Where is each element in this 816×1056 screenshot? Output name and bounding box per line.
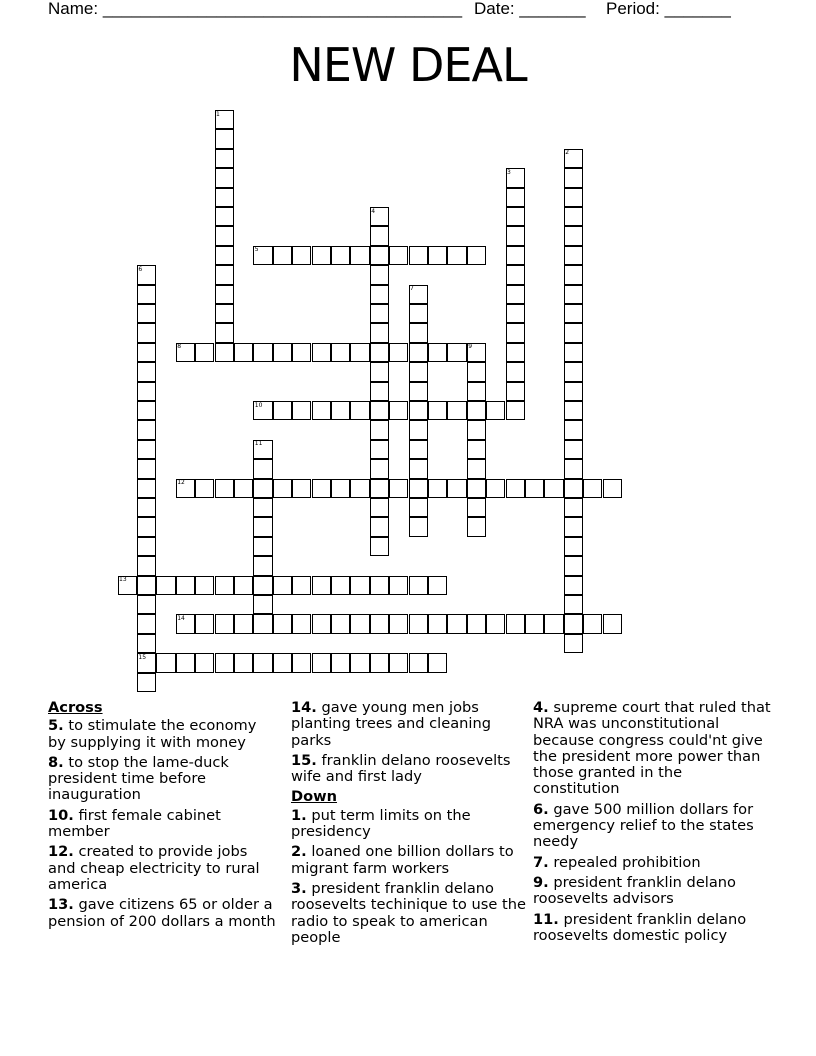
clue-number: 14 <box>177 614 185 622</box>
grid-cell[interactable] <box>525 479 544 498</box>
grid-cell[interactable] <box>447 246 466 265</box>
grid-cell[interactable] <box>137 401 156 420</box>
grid-cell[interactable] <box>156 653 175 672</box>
grid-cell[interactable] <box>409 323 428 342</box>
grid-cell[interactable] <box>467 246 486 265</box>
grid-cell[interactable] <box>370 498 389 517</box>
grid-cell[interactable] <box>370 362 389 381</box>
grid-cell[interactable] <box>506 614 525 633</box>
grid-cell[interactable] <box>409 362 428 381</box>
grid-cell[interactable] <box>253 459 272 478</box>
grid-cell[interactable] <box>137 285 156 304</box>
clue-text: to stimulate the economy by supplying it with money <box>48 717 257 751</box>
grid-cell[interactable] <box>273 614 292 633</box>
grid-cell[interactable] <box>137 440 156 459</box>
name-blank[interactable]: ______________________________________ <box>102 0 463 18</box>
grid-cell[interactable] <box>137 576 156 595</box>
grid-cell[interactable] <box>137 343 156 362</box>
grid-cell[interactable] <box>525 614 544 633</box>
grid-cell[interactable] <box>564 323 583 342</box>
clue-text: franklin delano roosevelts wife and first lady <box>291 751 511 786</box>
grid-cell[interactable] <box>331 614 350 633</box>
grid-cell[interactable] <box>350 246 369 265</box>
grid-cell[interactable] <box>370 401 389 420</box>
grid-cell[interactable] <box>292 246 311 265</box>
grid-cell[interactable] <box>137 614 156 633</box>
name-label: Name: <box>48 0 99 18</box>
grid-cell[interactable] <box>292 614 311 633</box>
grid-cell[interactable] <box>195 653 214 672</box>
clue-num: 15. <box>291 751 317 769</box>
grid-cell[interactable] <box>312 401 331 420</box>
grid-cell[interactable] <box>253 556 272 575</box>
grid-cell[interactable] <box>137 479 156 498</box>
grid-cell[interactable] <box>137 382 156 401</box>
grid-cell[interactable] <box>370 246 389 265</box>
clue-item <box>291 881 526 946</box>
grid-cell[interactable] <box>253 576 272 595</box>
grid-cell[interactable] <box>564 537 583 556</box>
grid-cell[interactable] <box>467 517 486 536</box>
grid-cell[interactable] <box>564 207 583 226</box>
grid-cell[interactable] <box>544 479 563 498</box>
clue-text: created to provide jobs and cheap electricity to rural america <box>48 843 260 893</box>
grid-cell[interactable] <box>137 323 156 342</box>
clue-num: 8. <box>48 753 64 771</box>
clue-num: 7. <box>533 853 549 871</box>
grid-cell[interactable] <box>195 343 214 362</box>
grid-cell[interactable] <box>312 343 331 362</box>
clue-number: 6 <box>138 265 143 273</box>
grid-cell[interactable] <box>564 556 583 575</box>
grid-cell[interactable] <box>350 479 369 498</box>
grid-cell[interactable] <box>331 401 350 420</box>
grid-cell[interactable] <box>215 285 234 304</box>
grid-cell[interactable] <box>447 614 466 633</box>
grid-cell[interactable] <box>409 614 428 633</box>
period-blank[interactable]: _______ <box>664 0 731 18</box>
grid-cell[interactable] <box>409 479 428 498</box>
grid-cell[interactable] <box>603 479 622 498</box>
grid-cell[interactable] <box>409 382 428 401</box>
clue-num: 9. <box>533 873 549 891</box>
grid-cell[interactable] <box>389 246 408 265</box>
grid-cell[interactable] <box>428 343 447 362</box>
grid-cell[interactable] <box>312 246 331 265</box>
grid-cell[interactable] <box>370 382 389 401</box>
grid-cell[interactable] <box>253 498 272 517</box>
grid-cell[interactable] <box>506 285 525 304</box>
clue-text: gave 500 million dollars for emergency relief to the states needy <box>533 800 754 851</box>
grid-cell[interactable] <box>331 343 350 362</box>
grid-cell[interactable] <box>137 362 156 381</box>
grid-cell[interactable] <box>409 246 428 265</box>
grid-cell[interactable] <box>409 498 428 517</box>
section-heading: Down <box>291 788 338 806</box>
clue-item <box>48 718 276 751</box>
grid-cell[interactable] <box>253 653 272 672</box>
grid-cell[interactable] <box>253 479 272 498</box>
clue-number: 11 <box>254 440 263 448</box>
grid-cell[interactable] <box>389 653 408 672</box>
grid-cell[interactable] <box>273 401 292 420</box>
grid-cell[interactable] <box>215 168 234 187</box>
clue-number: 7 <box>410 285 414 293</box>
date-label: Date: <box>474 0 515 18</box>
grid-cell[interactable] <box>273 343 292 362</box>
clue-item <box>48 844 276 893</box>
grid-cell[interactable] <box>137 634 156 653</box>
grid-cell[interactable] <box>253 343 272 362</box>
grid-cell[interactable] <box>486 479 505 498</box>
grid-cell[interactable] <box>564 304 583 323</box>
grid-cell[interactable] <box>564 401 583 420</box>
grid-cell[interactable] <box>195 614 214 633</box>
clues-column-2 <box>291 700 526 950</box>
grid-cell[interactable] <box>409 440 428 459</box>
grid-cell[interactable] <box>564 168 583 187</box>
grid-cell[interactable] <box>603 614 622 633</box>
clue-text: gave citizens 65 or older a pension of 200 dollars a month <box>48 896 276 930</box>
grid-cell[interactable] <box>564 614 583 633</box>
clue-item <box>533 802 773 851</box>
clue-text: repealed prohibition <box>553 853 701 871</box>
grid-cell[interactable] <box>253 537 272 556</box>
clue-text: put term limits on the presidency <box>291 806 471 841</box>
grid-cell[interactable] <box>409 401 428 420</box>
clue-number: 13 <box>119 576 127 584</box>
grid-cell[interactable] <box>350 614 369 633</box>
grid-cell[interactable] <box>312 479 331 498</box>
page-title: NEW DEAL <box>289 38 527 92</box>
grid-cell[interactable] <box>234 614 253 633</box>
grid-cell[interactable] <box>564 382 583 401</box>
grid-cell[interactable] <box>292 576 311 595</box>
grid-cell[interactable] <box>409 304 428 323</box>
grid-cell[interactable] <box>253 517 272 536</box>
clue-num: 12. <box>48 843 74 861</box>
grid-cell[interactable] <box>370 653 389 672</box>
grid-cell[interactable] <box>447 343 466 362</box>
grid-cell[interactable] <box>486 401 505 420</box>
grid-cell[interactable] <box>564 285 583 304</box>
clue-num: 10. <box>48 806 74 824</box>
grid-cell[interactable] <box>195 576 214 595</box>
grid-cell[interactable] <box>331 479 350 498</box>
grid-cell[interactable] <box>137 673 156 692</box>
grid-cell[interactable] <box>215 265 234 284</box>
grid-cell[interactable] <box>331 653 350 672</box>
grid-cell[interactable] <box>370 537 389 556</box>
grid-cell[interactable] <box>370 343 389 362</box>
clue-text: to stop the lame-duck president time before inauguration <box>48 753 229 804</box>
clue-num: 6. <box>533 800 549 818</box>
grid-cell[interactable] <box>506 382 525 401</box>
grid-cell[interactable] <box>564 343 583 362</box>
clue-number: 8 <box>177 343 182 351</box>
clue-text: president franklin delano roosevelts domestic policy <box>533 910 747 944</box>
grid-cell[interactable] <box>370 285 389 304</box>
grid-cell[interactable] <box>350 653 369 672</box>
grid-cell[interactable] <box>583 479 602 498</box>
grid-cell[interactable] <box>370 517 389 536</box>
grid-cell[interactable] <box>467 614 486 633</box>
grid-cell[interactable] <box>273 653 292 672</box>
clues-column-3 <box>533 700 773 948</box>
grid-cell[interactable] <box>564 246 583 265</box>
grid-cell[interactable] <box>428 653 447 672</box>
grid-cell[interactable] <box>389 343 408 362</box>
grid-cell[interactable] <box>234 343 253 362</box>
grid-cell[interactable] <box>409 653 428 672</box>
grid-cell[interactable] <box>506 401 525 420</box>
grid-cell[interactable] <box>389 614 408 633</box>
grid-cell[interactable] <box>215 226 234 245</box>
grid-cell[interactable] <box>467 362 486 381</box>
grid-cell[interactable] <box>506 343 525 362</box>
grid-cell[interactable] <box>506 304 525 323</box>
grid-cell[interactable] <box>389 576 408 595</box>
grid-cell[interactable] <box>137 537 156 556</box>
clue-num: 4. <box>533 699 549 716</box>
grid-cell[interactable] <box>564 420 583 439</box>
clue-num: 13. <box>48 896 74 914</box>
clue-number: 12 <box>177 479 185 487</box>
grid-cell[interactable] <box>312 576 331 595</box>
clue-item <box>48 808 276 841</box>
grid-cell[interactable] <box>564 265 583 284</box>
grid-cell[interactable] <box>564 498 583 517</box>
period-label: Period: <box>606 0 660 18</box>
clue-text: president franklin delano roosevelts techinique to use the radio to speak to american people <box>291 879 526 946</box>
grid-cell[interactable] <box>370 420 389 439</box>
grid-cell[interactable] <box>350 576 369 595</box>
grid-cell[interactable] <box>467 382 486 401</box>
clues-column-1 <box>48 700 276 934</box>
grid-cell[interactable] <box>564 226 583 245</box>
clue-item <box>291 753 526 786</box>
grid-cell[interactable] <box>234 479 253 498</box>
clue-num: 11. <box>533 910 559 928</box>
grid-cell[interactable] <box>409 343 428 362</box>
grid-cell[interactable] <box>506 479 525 498</box>
grid-cell[interactable] <box>215 188 234 207</box>
grid-cell[interactable] <box>331 246 350 265</box>
grid-cell[interactable] <box>428 576 447 595</box>
grid-cell[interactable] <box>506 323 525 342</box>
grid-cell[interactable] <box>176 653 195 672</box>
grid-cell[interactable] <box>234 653 253 672</box>
grid-cell[interactable] <box>506 188 525 207</box>
clue-text: supreme court that ruled that NRA was unconstitutional because congress could'nt give the president more power than those granted in the constitution <box>533 699 771 798</box>
grid-cell[interactable] <box>253 614 272 633</box>
grid-cell[interactable] <box>447 401 466 420</box>
grid-cell[interactable] <box>215 653 234 672</box>
grid-cell[interactable] <box>370 614 389 633</box>
grid-cell[interactable] <box>137 595 156 614</box>
clue-item <box>48 897 276 930</box>
grid-cell[interactable] <box>544 614 563 633</box>
grid-cell[interactable] <box>467 401 486 420</box>
clue-number: 9 <box>468 343 473 351</box>
grid-cell[interactable] <box>215 246 234 265</box>
clue-num: 1. <box>291 806 307 824</box>
grid-cell[interactable] <box>389 401 408 420</box>
grid-cell[interactable] <box>428 479 447 498</box>
grid-cell[interactable] <box>215 576 234 595</box>
clue-text: loaned one billion dollars to migrant farm workers <box>291 843 514 877</box>
grid-cell[interactable] <box>467 440 486 459</box>
grid-cell[interactable] <box>370 226 389 245</box>
grid-cell[interactable] <box>215 479 234 498</box>
clue-item <box>533 912 773 945</box>
clue-number: 3 <box>507 168 511 176</box>
grid-cell[interactable] <box>428 246 447 265</box>
grid-cell[interactable] <box>370 576 389 595</box>
grid-cell[interactable] <box>370 459 389 478</box>
grid-cell[interactable] <box>273 479 292 498</box>
grid-cell[interactable] <box>370 440 389 459</box>
grid-cell[interactable] <box>486 614 505 633</box>
grid-cell[interactable] <box>273 246 292 265</box>
grid-cell[interactable] <box>215 207 234 226</box>
clue-item <box>48 755 276 804</box>
grid-cell[interactable] <box>137 459 156 478</box>
grid-cell[interactable] <box>564 479 583 498</box>
grid-cell[interactable] <box>447 479 466 498</box>
clue-number: 1 <box>216 110 220 118</box>
grid-cell[interactable] <box>564 362 583 381</box>
grid-cell[interactable] <box>506 362 525 381</box>
grid-cell[interactable] <box>564 595 583 614</box>
grid-cell[interactable] <box>409 576 428 595</box>
grid-cell[interactable] <box>176 576 195 595</box>
grid-cell[interactable] <box>389 479 408 498</box>
clue-text: president franklin delano roosevelts advisors <box>533 873 736 908</box>
clue-text: gave young men jobs planting trees and cleaning parks <box>291 699 491 749</box>
grid-cell[interactable] <box>137 517 156 536</box>
grid-cell[interactable] <box>292 343 311 362</box>
grid-cell[interactable] <box>215 304 234 323</box>
grid-cell[interactable] <box>506 246 525 265</box>
clue-item <box>533 855 773 871</box>
grid-cell[interactable] <box>215 323 234 342</box>
grid-cell[interactable] <box>409 459 428 478</box>
grid-cell[interactable] <box>215 343 234 362</box>
clue-num: 5. <box>48 717 64 735</box>
date-blank[interactable]: _______ <box>519 0 586 18</box>
grid-cell[interactable] <box>370 265 389 284</box>
grid-cell[interactable] <box>564 634 583 653</box>
clue-num: 3. <box>291 879 307 897</box>
grid-cell[interactable] <box>215 129 234 148</box>
grid-cell[interactable] <box>331 576 350 595</box>
grid-cell[interactable] <box>467 498 486 517</box>
grid-cell[interactable] <box>292 479 311 498</box>
clue-item <box>533 700 773 798</box>
grid-cell[interactable] <box>312 653 331 672</box>
clue-item <box>291 700 526 749</box>
grid-cell[interactable] <box>506 207 525 226</box>
grid-cell[interactable] <box>137 304 156 323</box>
grid-cell[interactable] <box>234 576 253 595</box>
grid-cell[interactable] <box>467 420 486 439</box>
grid-cell[interactable] <box>370 304 389 323</box>
grid-cell[interactable] <box>370 479 389 498</box>
grid-cell[interactable] <box>137 556 156 575</box>
grid-cell[interactable] <box>506 265 525 284</box>
grid-cell[interactable] <box>370 323 389 342</box>
grid-cell[interactable] <box>350 401 369 420</box>
clue-number: 4 <box>371 207 376 215</box>
grid-cell[interactable] <box>564 459 583 478</box>
grid-cell[interactable] <box>292 653 311 672</box>
clue-item <box>533 875 773 908</box>
grid-cell[interactable] <box>215 149 234 168</box>
grid-cell[interactable] <box>137 420 156 439</box>
clue-number: 2 <box>565 149 570 157</box>
grid-cell[interactable] <box>273 576 292 595</box>
clue-number: 5 <box>254 246 259 254</box>
grid-cell[interactable] <box>467 479 486 498</box>
grid-cell[interactable] <box>428 401 447 420</box>
grid-cell[interactable] <box>564 576 583 595</box>
clue-num: 2. <box>291 843 307 861</box>
section-heading: Across <box>48 699 103 716</box>
grid-cell[interactable] <box>253 595 272 614</box>
grid-cell[interactable] <box>564 440 583 459</box>
grid-cell[interactable] <box>156 576 175 595</box>
grid-cell[interactable] <box>506 226 525 245</box>
grid-cell[interactable] <box>564 188 583 207</box>
grid-cell[interactable] <box>583 614 602 633</box>
grid-cell[interactable] <box>467 459 486 478</box>
grid-cell[interactable] <box>428 614 447 633</box>
clue-item <box>291 808 526 841</box>
grid-cell[interactable] <box>215 614 234 633</box>
clue-num: 14. <box>291 699 317 716</box>
grid-cell[interactable] <box>564 517 583 536</box>
grid-cell[interactable] <box>409 517 428 536</box>
grid-cell[interactable] <box>292 401 311 420</box>
grid-cell[interactable] <box>137 498 156 517</box>
clue-item <box>291 844 526 877</box>
grid-cell[interactable] <box>195 479 214 498</box>
grid-cell[interactable] <box>409 420 428 439</box>
grid-cell[interactable] <box>312 614 331 633</box>
grid-cell[interactable] <box>350 343 369 362</box>
clue-text: first female cabinet member <box>48 806 221 841</box>
clue-number: 15 <box>138 653 147 661</box>
clue-number: 10 <box>254 401 263 409</box>
